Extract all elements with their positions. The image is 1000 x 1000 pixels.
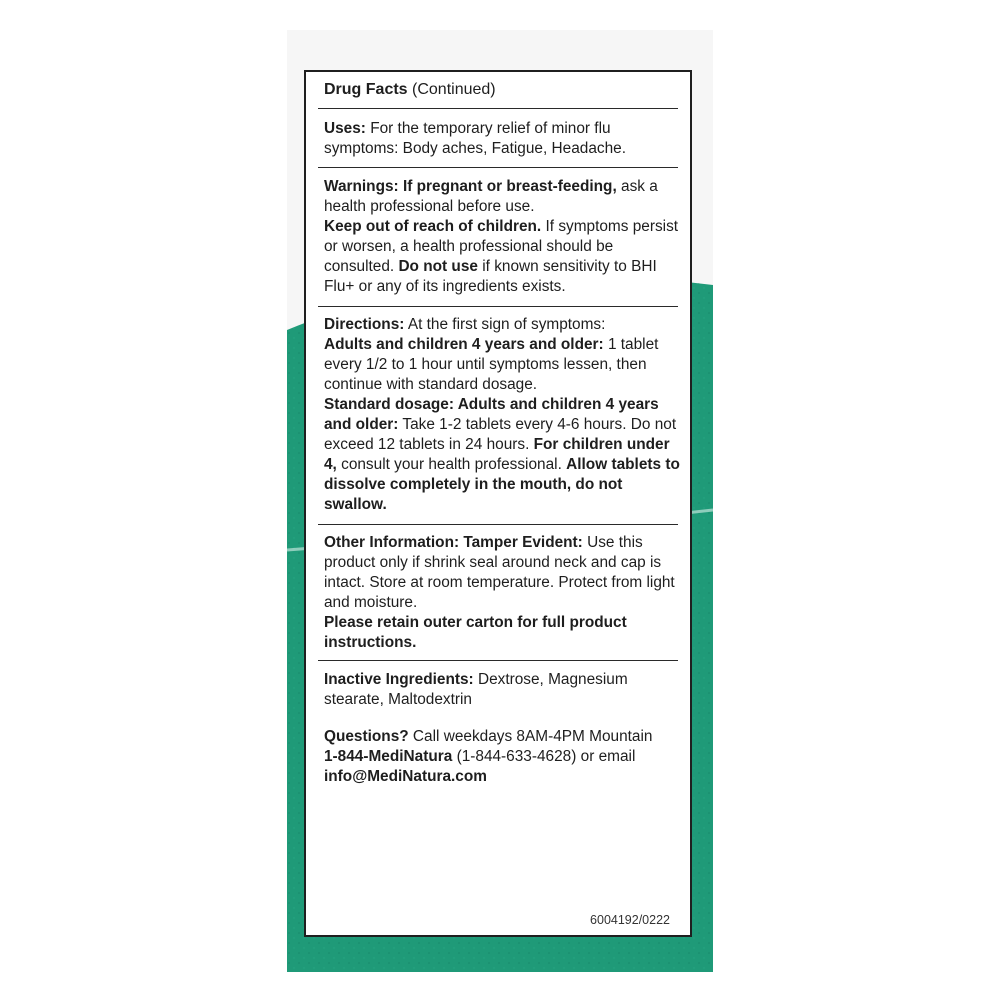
other-information-section: Other Information: Tamper Evident: Use this product only if shrink seal around neck and cap is intact. Store at room temperature. Protect from light and moisture. Please retain outer carton for full product instructions.: [324, 534, 675, 651]
directions-section: Directions: At the first sign of symptoms: Adults and children 4 years and older: 1 tablet every 1/2 to 1 hour until symptoms lessen, then continue with standard dosage. Standard dosage: Adults and children 4 years and older: Take 1-2 tablets every 4-6 hours. Do not exceed 12 tablets in 24 hours. For children under 4, consult your health professional. Allow tablets to dissolve completely in the mouth, do not swallow.: [324, 316, 680, 513]
inactive-ingredients-section: Inactive Ingredients: Dextrose, Magnesium stearate, Maltodextrin: [324, 671, 628, 708]
drug-facts-header: Drug Facts (Continued): [324, 81, 496, 98]
divider: [318, 167, 678, 168]
questions-section: Questions? Call weekdays 8AM-4PM Mountain 1-844-MediNatura (1-844-633-4628) or email info@MediNatura.com: [324, 728, 653, 785]
divider: [318, 524, 678, 525]
divider: [318, 660, 678, 661]
divider: [318, 108, 678, 109]
uses-section: Uses: For the temporary relief of minor flu symptoms: Body aches, Fatigue, Headache.: [324, 120, 626, 157]
product-code: 6004192/0222: [590, 913, 670, 927]
warnings-section: Warnings: If pregnant or breast-feeding, ask a health professional before use. Keep out of reach of children. If symptoms persist or worsen, a health professional should be consulted. Do not use if known sensitivity to BHI Flu+ or any of its ingredients exists.: [324, 178, 679, 295]
divider: [318, 306, 678, 307]
drug-facts-panel: [304, 70, 692, 937]
